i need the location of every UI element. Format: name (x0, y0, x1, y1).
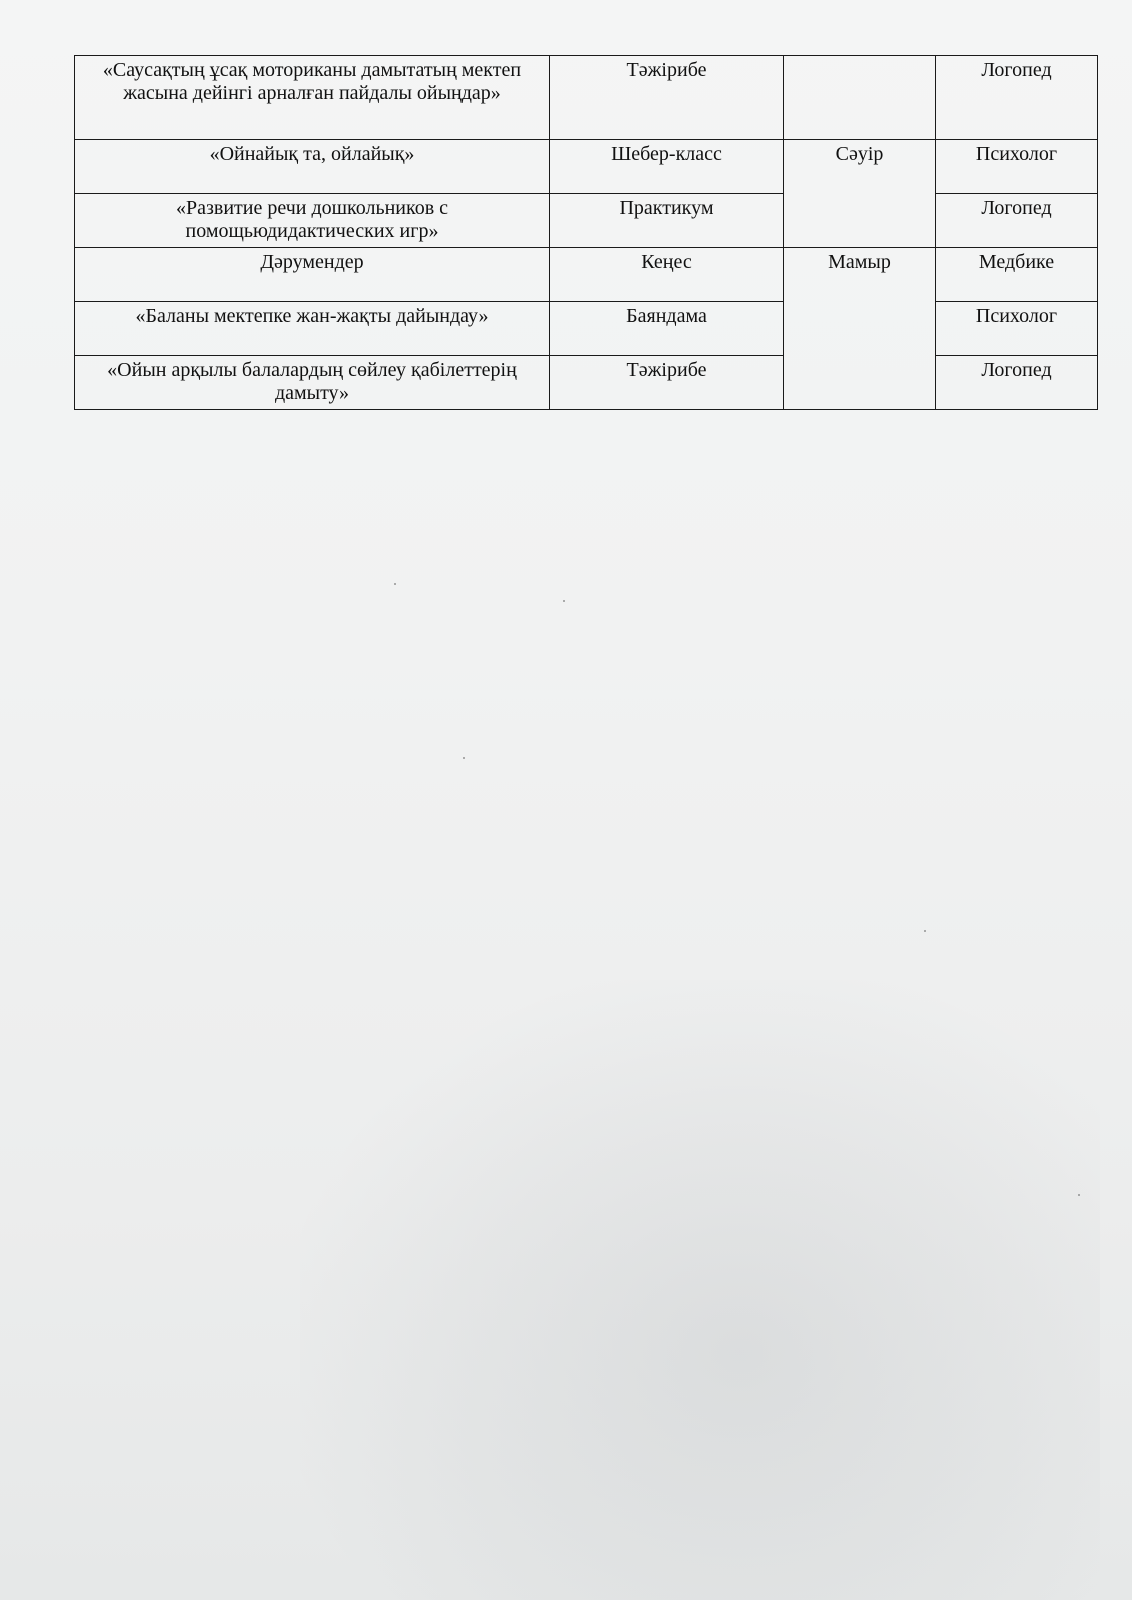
topic-cell: «Ойнайық та, ойлайық» (75, 140, 550, 194)
responsible-cell: Психолог (936, 140, 1098, 194)
topic-cell: «Саусақтың ұсақ моториканы дамытатың мектеп жасына дейінгі арналған пайдалы ойыңдар» (75, 56, 550, 140)
topic-cell: «Баланы мектепке жан-жақты дайындау» (75, 302, 550, 356)
responsible-cell: Медбике (936, 248, 1098, 302)
paper-speck (394, 583, 396, 585)
month-cell-april: Сәуір (784, 140, 936, 248)
paper-speck (563, 600, 565, 602)
form-cell: Практикум (550, 194, 784, 248)
form-cell: Баяндама (550, 302, 784, 356)
table-row (75, 56, 1098, 140)
lighting-shadow (300, 980, 1100, 1600)
responsible-cell: Психолог (936, 302, 1098, 356)
paper-speck (924, 930, 926, 932)
responsible-cell: Логопед (936, 56, 1098, 140)
paper-speck (1078, 1194, 1080, 1196)
month-cell-may: Мамыр (784, 248, 936, 410)
form-cell: Тәжірибе (550, 356, 784, 410)
responsible-cell: Логопед (936, 356, 1098, 410)
plan-table (74, 55, 1098, 410)
table-row (75, 248, 1098, 302)
paper-speck (463, 757, 465, 759)
table-row (75, 356, 1098, 410)
form-cell: Тәжірибе (550, 56, 784, 140)
table-row (75, 302, 1098, 356)
form-cell: Кеңес (550, 248, 784, 302)
table-row (75, 140, 1098, 194)
month-cell-empty (784, 56, 936, 140)
topic-cell: Дәрумендер (75, 248, 550, 302)
responsible-cell: Логопед (936, 194, 1098, 248)
table-row (75, 194, 1098, 248)
topic-cell: «Ойын арқылы балалардың сөйлеу қабілеттерің дамыту» (75, 356, 550, 410)
form-cell: Шебер-класс (550, 140, 784, 194)
topic-cell: «Развитие речи дошкольников с помощьюдидактических игр» (75, 194, 550, 248)
